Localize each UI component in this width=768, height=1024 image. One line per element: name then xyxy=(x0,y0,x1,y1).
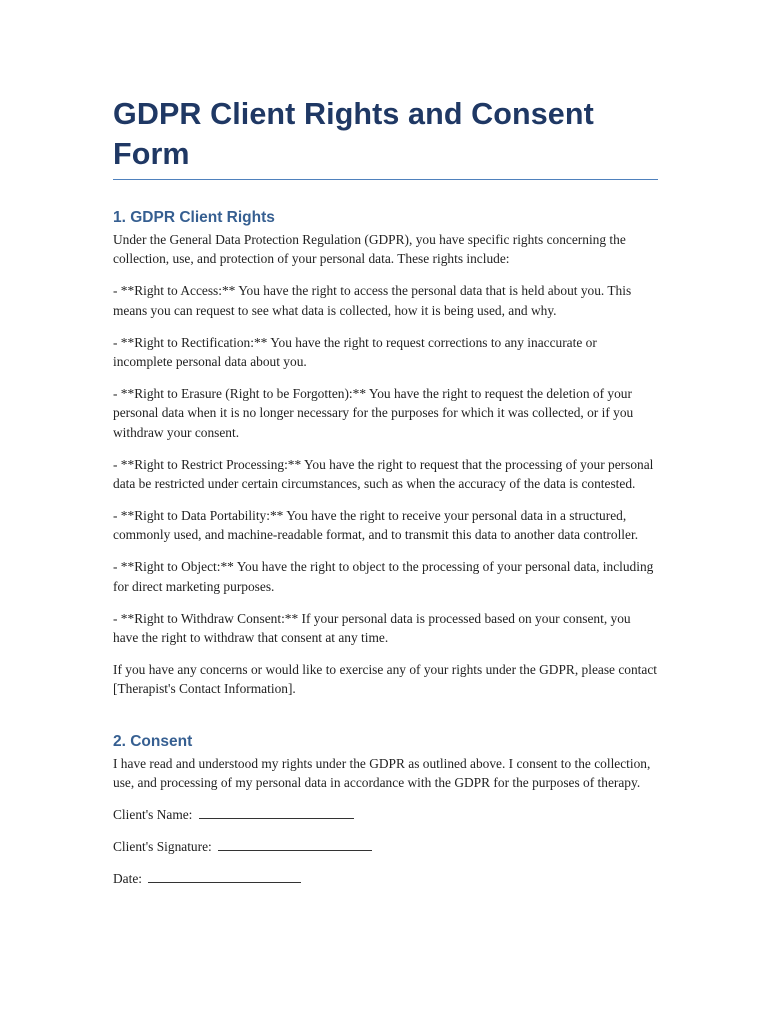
contact-paragraph: If you have any concerns or would like to exercise any of your rights under the GDPR, please contact [Therapist's Contact Information]. xyxy=(113,661,658,697)
client-name-field-row xyxy=(113,805,658,824)
client-signature-label: Client's Signature: xyxy=(113,839,212,855)
consent-statement-paragraph: I have read and understood my rights under the GDPR as outlined above. I consent to the collection, use, and processing of my personal data in accordance with the GDPR for the purposes of therapy. xyxy=(113,755,651,791)
client-name-label: Client's Name: xyxy=(113,807,193,823)
date-field-row xyxy=(113,869,658,888)
date-label: Date: xyxy=(113,871,142,887)
right-to-data-portability-paragraph: - **Right to Data Portability:** You have the right to receive your personal data in a structured, commonly used, and machine-readable format, and to transmit this data to another data controller. xyxy=(113,507,639,543)
section-heading-client-rights: 1. GDPR Client Rights xyxy=(113,209,275,226)
right-to-rectification-paragraph: - **Right to Rectification:** You have the right to request corrections to any inaccurate or incomplete personal data about you. xyxy=(113,334,597,370)
right-to-restrict-processing-paragraph: - **Right to Restrict Processing:** You have the right to request that the processing of your personal data be restricted under certain circumstances, such as when the accuracy of the data is contested. xyxy=(113,456,654,492)
rights-intro-paragraph: Under the General Data Protection Regulation (GDPR), you have specific rights concerning the collection, use, and protection of your personal data. These rights include: xyxy=(113,232,626,267)
client-name-blank-line[interactable] xyxy=(199,806,354,819)
client-signature-blank-line[interactable] xyxy=(218,838,372,851)
right-to-erasure-paragraph: - **Right to Erasure (Right to be Forgotten):** You have the right to request the deletion of your personal data when it is no longer necessary for the purposes for which it was collected, or if you withdraw your consent. xyxy=(113,385,634,440)
right-to-withdraw-consent-paragraph: - **Right to Withdraw Consent:** If your personal data is processed based on your consent, you have the right to withdraw that consent at any time. xyxy=(113,610,631,645)
date-blank-line[interactable] xyxy=(148,870,301,883)
client-signature-field-row xyxy=(113,837,658,856)
document-title: GDPR Client Rights and Consent Form xyxy=(113,94,658,180)
right-to-access-paragraph: - **Right to Access:** You have the right to access the personal data that is held about you. This means you can request to see what data is collected, how it is being used, and why. xyxy=(113,283,632,318)
document-page xyxy=(113,94,658,902)
right-to-object-paragraph: - **Right to Object:** You have the right to object to the processing of your personal data, including for direct marketing purposes. xyxy=(113,559,654,594)
section-heading-consent: 2. Consent xyxy=(113,732,193,750)
